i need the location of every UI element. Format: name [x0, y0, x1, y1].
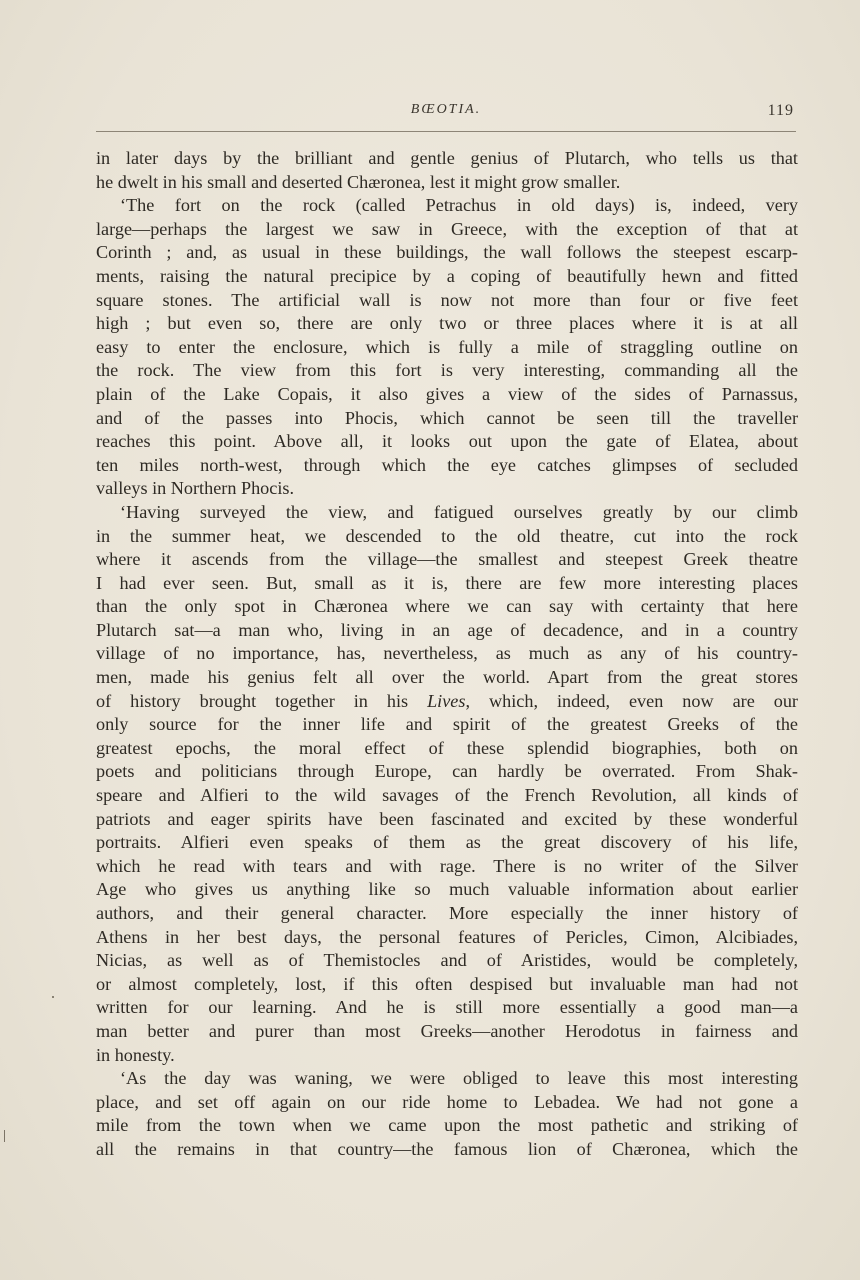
text-line: of history brought together in his Lives, which, indeed, even now are our [96, 690, 798, 711]
text-line: in the summer heat, we descended to the old theatre, cut into the rock [96, 525, 798, 546]
text-line: reaches this point. Above all, it looks out upon the gate of Elatea, about [96, 431, 798, 452]
text-line: all the remains in that country—the famous lion of Chæronea, which the [96, 1138, 798, 1159]
text-line: which he read with tears and with rage. There is no writer of the Silver [96, 855, 798, 876]
text-line: ments, raising the natural precipice by a coping of beautifully hewn and fitted [96, 265, 798, 286]
page-number: 119 [767, 102, 794, 119]
text-line: where it ascends from the village—the smallest and steepest Greek theatre [96, 549, 798, 570]
text-line: men, made his genius felt all over the world. Apart from the great stores [96, 667, 798, 688]
text-line: large—perhaps the largest we saw in Greece, with the exception of that at [96, 218, 798, 239]
page-header [96, 100, 796, 128]
text-line: portraits. Alfieri even speaks of them as the great discovery of his life, [96, 832, 798, 853]
text-line: ‘As the day was waning, we were obliged to leave this most interesting [120, 1068, 798, 1089]
text-line: valleys in Northern Phocis. [96, 478, 295, 499]
text-line: mile from the town when we came upon the most pathetic and striking of [96, 1115, 798, 1136]
text-line: speare and Alfieri to the wild savages of the French Revolution, all kinds of [96, 785, 798, 806]
text-line: Nicias, as well as of Themistocles and of Aristides, would be completely, [96, 950, 798, 971]
header-rule [96, 131, 796, 132]
text-line: village of no importance, has, nevertheless, as much as any of his country- [96, 643, 798, 664]
text-line: in later days by the brilliant and gentle genius of Plutarch, who tells us that [96, 148, 798, 168]
text-line: written for our learning. And he is still more essentially a good man—a [96, 997, 798, 1018]
text-line: or almost completely, lost, if this often despised but invaluable man had not [96, 973, 798, 994]
text-line: authors, and their general character. More especially the inner history of [96, 903, 798, 923]
text-line: Corinth ; and, as usual in these buildings, the wall follows the steepest escarp- [96, 242, 798, 263]
text-line: square stones. The artificial wall is now not more than four or five feet [96, 289, 798, 310]
text-line: ‘The fort on the rock (called Petrachus in old days) is, indeed, very [120, 195, 798, 216]
text-line: high ; but even so, there are only two or three places where it is at all [96, 313, 798, 334]
text-line: ten miles north-west, through which the eye catches glimpses of secluded [96, 454, 798, 475]
body-text [96, 147, 798, 1162]
text-line: easy to enter the enclosure, which is fully a mile of straggling outline on [96, 336, 798, 357]
text-line: I had ever seen. But, small as it is, there are few more interesting places [96, 572, 798, 593]
text-line: ‘Having surveyed the view, and fatigued ourselves greatly by our climb [120, 501, 798, 522]
text-line: greatest epochs, the moral effect of these splendid biographies, both on [96, 737, 798, 758]
text-line: than the only spot in Chæronea where we can say with certainty that here [96, 596, 798, 617]
text-line: place, and set off again on our ride home to Lebadea. We had not gone a [96, 1091, 798, 1112]
text-line: plain of the Lake Copais, it also gives a view of the sides of Parnassus, [96, 383, 798, 404]
text-line: only source for the inner life and spirit of the greatest Greeks of the [96, 714, 798, 735]
text-line: the rock. The view from this fort is very interesting, commanding all the [96, 360, 798, 381]
text-line: in honesty. [96, 1044, 175, 1065]
text-line: and of the passes into Phocis, which cannot be seen till the traveller [96, 407, 798, 428]
text-line: poets and politicians through Europe, can hardly be overrated. From Shak- [96, 761, 798, 782]
text-line: patriots and eager spirits have been fascinated and excited by these wonderful [96, 808, 798, 829]
text-line: Plutarch sat—a man who, living in an age of decadence, and in a country [96, 619, 798, 640]
text-line: man better and purer than most Greeks—another Herodotus in fairness and [96, 1020, 798, 1041]
running-head: BŒOTIA. [410, 102, 482, 117]
edge-mark [4, 1130, 5, 1142]
margin-dot [52, 996, 54, 998]
text-line: Age who gives us anything like so much valuable information about earlier [96, 879, 798, 900]
text-line: he dwelt in his small and deserted Chæronea, lest it might grow smaller. [96, 171, 621, 192]
text-line: Athens in her best days, the personal features of Pericles, Cimon, Alcibiades, [96, 926, 798, 947]
